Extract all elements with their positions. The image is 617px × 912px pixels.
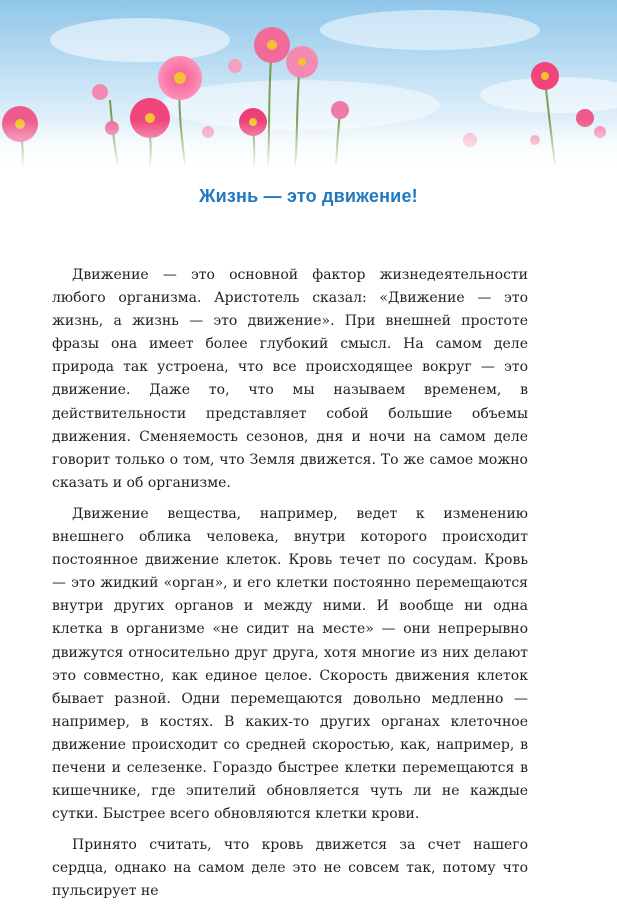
flower-banner	[0, 0, 617, 170]
page-title: Жизнь — это движение!	[199, 186, 418, 206]
paragraph: Движение вещества, например, ведет к изменению внешнего облика человека, внутри которого происходит постоянное движение клеток. Кровь течет по сосудам. Кровь — это жидкий «орган», и его клетки постоянно перемещаются внутри других органов и между ними. И вообще ни одна клетка в организме «не сидит на месте» — они непрерывно движутся относительно друг друга, хотя многие из них делают это совместно, как единое целое. Скорость движения клеток бывает разной. Одни перемещаются довольно медленно — например, в костях. В каких-то других органах клеточное движение происходит со средней скоростью, как, например, в печени и селезенке. Гораздо быстрее клетки перемещаются в кишечнике, где эпителий обновляется чуть ли не каждые сутки. Быстрее всего обновляются клетки крови.	[52, 505, 528, 823]
paragraph: Движение — это основной фактор жизнедеятельности любого организма. Аристотель сказал: «Движение — это жизнь, а жизнь — это движение». При внешней простоте фразы она имеет более глубокий смысл. На самом деле природа так устроена, что все происходящее вокруг — это движение. Даже то, что мы называем временем, в действительности представляет собой большие объемы движения. Сменяемость сезонов, дня и ночи на самом деле говорит только о том, что Земля движется. То же самое можно сказать и об организме.	[52, 267, 528, 491]
article-body	[52, 264, 528, 912]
paragraph: Принято считать, что кровь движется за счет нашего сердца, однако на самом деле это не совсем так, потому что пульсирует не	[52, 837, 528, 900]
cosmos-flowers-icon	[0, 0, 617, 170]
flower-large-left	[158, 56, 202, 100]
